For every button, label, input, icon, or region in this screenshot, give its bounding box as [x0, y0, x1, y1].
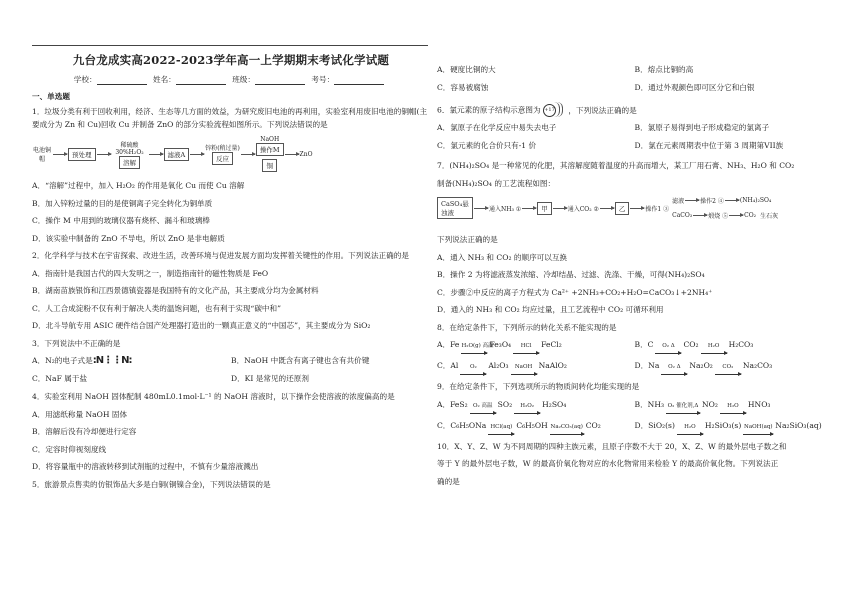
flow-label: NaOH — [260, 136, 280, 143]
student-info: 学校： 姓名： 班级： 考号： — [32, 74, 430, 85]
name-blank[interactable] — [176, 76, 226, 85]
class-blank[interactable] — [255, 76, 305, 85]
q7-option-c[interactable]: C．步骤②中反应的离子方程式为 Ca²⁺ +2NH₃+CO₂+H₂O=CaCO₃↓+2NH₄⁺ — [437, 287, 713, 297]
flow-node: 反应 — [212, 152, 233, 165]
q10-line2: 等于 Y 的最外层电子数，W 的最高价氧化物对应的水化物常用来检验 Y 的最高价氧化物。下列说法正 — [437, 459, 779, 468]
q6-option-c[interactable]: C．氯元素的化合价只有-1 价 — [437, 141, 537, 150]
q2-option-b[interactable]: B．湖南苗族银饰和江西景德镇瓷器是我国特有的文化产品，其主要成分均为金属材料 — [32, 286, 319, 295]
q9-stem: 9．在给定条件下，下列选项所示的物质间转化均能实现的是 — [437, 382, 640, 391]
flow-label: 通入CO₂ ② — [567, 205, 599, 213]
flow-node: 甲 — [537, 202, 552, 215]
flow-node: 滤液A — [164, 148, 190, 161]
q5-stem: 5．旅游景点售卖的仿银饰品大多是白铜(铜镍合金)，下列说法错误的是 — [32, 479, 271, 489]
flow-node: 溶解 — [119, 156, 140, 169]
q6-stem: 6．氯元素的原子结构示意图为 +17 ，下列说法正确的是 — [437, 104, 832, 117]
q8-option-c[interactable]: C．Al O₂ Al₂O₃ NaOH NaAlO₂ — [437, 360, 635, 375]
q6-option-a[interactable]: A．氯原子在化学反应中易失去电子 — [437, 123, 557, 132]
q4-stem: 4．实验室利用 NaOH 固体配制 480mL0.1mol·L⁻¹ 的 NaOH 溶液时，以下操作会使溶液的浓度偏高的是 — [32, 392, 395, 401]
q7-option-a[interactable]: A．通入 NH₃ 和 CO₂ 的顺序可以互换 — [437, 252, 568, 262]
flow-node: ZnO — [299, 150, 313, 158]
q2-option-d[interactable]: D．北斗导航专用 ASIC 硬件结合国产处理器打造出的一颗真正意义的“中国芯”，其主要成分为 SiO₂ — [32, 321, 371, 330]
right-column — [437, 64, 832, 493]
q1-option-d[interactable]: D．该实验中制备的 ZnO 不导电，所以 ZnO 是非电解质 — [32, 233, 225, 243]
q9-option-a[interactable]: A．FeS₂ O₂ 高温 SO₂ H₂O₂ H₂SO₄ — [437, 399, 635, 414]
q2-stem: 2．化学科学与技术在宇宙探索、改进生活，改善环境与促进发展方面均发挥着关键性的作用。下列说法正确的是 — [32, 251, 409, 260]
q1-option-b[interactable]: B．加入锌粉过量的目的是使铜离子完全转化为铜单质 — [32, 198, 213, 208]
q5-option-c[interactable]: C．容易被腐蚀 — [437, 83, 489, 92]
q8-stem: 8．在给定条件下，下列所示的转化关系不能实现的是 — [437, 322, 617, 332]
q7-ask: 下列说法正确的是 — [437, 235, 498, 244]
flow-node: 预处理 — [68, 148, 96, 161]
q3-option-c[interactable]: C．NaF 属于盐 — [32, 374, 88, 383]
q7-stem-line1: 7．(NH₄)₂SO₄ 是一种常见的化肥，其溶解度随着温度的升高而增大，某工厂用石膏、NH₃、H₂O 和 CO₂ — [437, 161, 795, 170]
q8-option-a[interactable]: A．Fe H₂O(g) 高温 Fe₃O₄ HCl FeCl₂ — [437, 339, 635, 354]
header-rule — [32, 45, 428, 46]
q9-option-d[interactable]: D．SiO₂(s) H₂O H₂SiO₃(s) NaOH(aq) Na₂SiO₃(aq) — [635, 420, 833, 435]
flow-node: 乙 — [615, 202, 630, 215]
q9-option-b[interactable]: B．NH₃ O₂ 催化剂,Δ NO₂ H₂O HNO₃ — [635, 399, 833, 414]
flow-node: 电池铜帽 — [32, 147, 51, 163]
flow-label: 操作1 ③ — [645, 205, 670, 213]
q3-option-b[interactable]: B．NaOH 中既含有离子键也含有共价键 — [231, 356, 370, 365]
q6-option-d[interactable]: D．氯在元素周期表中位于第 3 周期第VII族 — [634, 141, 784, 150]
q10-line1: 10．X、Y、Z、W 为不同周期的四种主族元素，且原子序数不大于 20，X、Z、W 的最外层电子数之和 — [437, 441, 787, 451]
q10-line3: 确的是 — [437, 476, 460, 486]
flow-label: 稀硫酸 30%H₂O₂ — [115, 141, 144, 156]
q5-option-b[interactable]: B．熔点比铜的高 — [634, 65, 694, 74]
q7-option-b[interactable]: B．操作 2 为将滤液蒸发浓缩、冷却结晶、过滤、洗涤、干燥，可得(NH₄)₂SO₄ — [437, 270, 705, 279]
q1-option-a[interactable]: A．“溶解”过程中，加入 H₂O₂ 的作用是氧化 Cu 而使 Cu 溶解 — [32, 181, 245, 190]
q2-option-a[interactable]: A．指南针是我国古代的四大发明之一，制造指南针的磁性物质是 FeO — [32, 268, 269, 278]
q4-option-a[interactable]: A．用滤纸称量 NaOH 固体 — [32, 409, 128, 419]
flow-node: 铜 — [262, 159, 277, 172]
q7-option-d[interactable]: D．通入的 NH₃ 和 CO₂ 均应过量，且工艺流程中 CO₂ 可循环利用 — [437, 305, 664, 314]
q8-option-b[interactable]: B．C O₂ Δ CO₂ H₂O H₂CO₃ — [635, 339, 833, 354]
q7-flow-diagram: CaSO₄悬浊液 通入NH₃ ① 甲 通入CO₂ ② 乙 操作1 ③ 滤液 操作2 ④ (NH₄)₂SO₄ CaCO₃ 煅烧 ⑤ CO₂ 生石灰 — [437, 196, 832, 220]
q3-option-a[interactable]: A．N₂的电子式是:N⋮⋮N: — [32, 355, 132, 366]
q3-option-d[interactable]: D．KI 是常见的还原剂 — [231, 374, 309, 383]
q2-option-c[interactable]: C．人工合成淀粉不仅有利于解决人类的温饱问题，也有利于实现“碳中和” — [32, 303, 281, 313]
flow-label: 通入NH₃ ① — [489, 205, 522, 213]
q5-option-a[interactable]: A．硬度比铜的大 — [437, 65, 496, 74]
q6-option-b[interactable]: B．氯原子易得到电子形成稳定的氯离子 — [634, 123, 770, 132]
q5-option-d[interactable]: D．通过外观颜色即可区分它和白银 — [634, 83, 755, 92]
exam-title: 九台龙成实高2022-2023学年高一上学期期末考试化学试题 — [72, 53, 390, 67]
q8-option-d[interactable]: D．Na O₂ Δ Na₂O₂ CO₂ Na₂CO₃ — [635, 360, 833, 375]
flow-node: 操作M — [256, 143, 284, 156]
q9-option-c[interactable]: C．C₆H₅ONa HCl(aq) C₆H₅OH Na₂CO₃(aq) CO₂ — [437, 420, 635, 435]
section-heading: 一、单选题 — [32, 92, 70, 101]
q1-flow-diagram — [32, 136, 430, 172]
q3-stem: 3．下列说法中不正确的是 — [32, 338, 121, 348]
chlorine-atom-diagram-icon: +17 — [543, 104, 556, 117]
q1-option-c[interactable]: C．操作 M 中用到的玻璃仪器有烧杯、漏斗和玻璃棒 — [32, 216, 210, 225]
left-column — [32, 48, 430, 496]
q4-option-c[interactable]: C．定容时仰视刻度线 — [32, 444, 107, 454]
n2-electron-formula: :N⋮⋮N: — [92, 355, 132, 366]
q4-option-b[interactable]: B．溶解后没有冷却便进行定容 — [32, 427, 137, 436]
school-blank[interactable] — [97, 76, 147, 85]
q1-stem: 1．垃圾分类有利于回收利用，经济、生态等几方面的效益，为研究废旧电池的再利用，实验室利用废旧电池的铜帽(主要成分为 Zn 和 Cu)回收 Cu 并制备 ZnO 的部分实验流程如图所示。下列说法错误的是 — [32, 107, 428, 129]
flow-label: 锌粉(稍过量) — [205, 145, 240, 152]
q7-stem-line2: 制备(NH₄)₂SO₄ 的工艺流程如图： — [437, 178, 556, 188]
q4-option-d[interactable]: D．将容量瓶中的溶液转移到试剂瓶的过程中，不慎有少量溶液溅出 — [32, 462, 259, 471]
exam-no-blank[interactable] — [334, 76, 384, 85]
flow-node: CaSO₄悬浊液 — [437, 197, 473, 219]
